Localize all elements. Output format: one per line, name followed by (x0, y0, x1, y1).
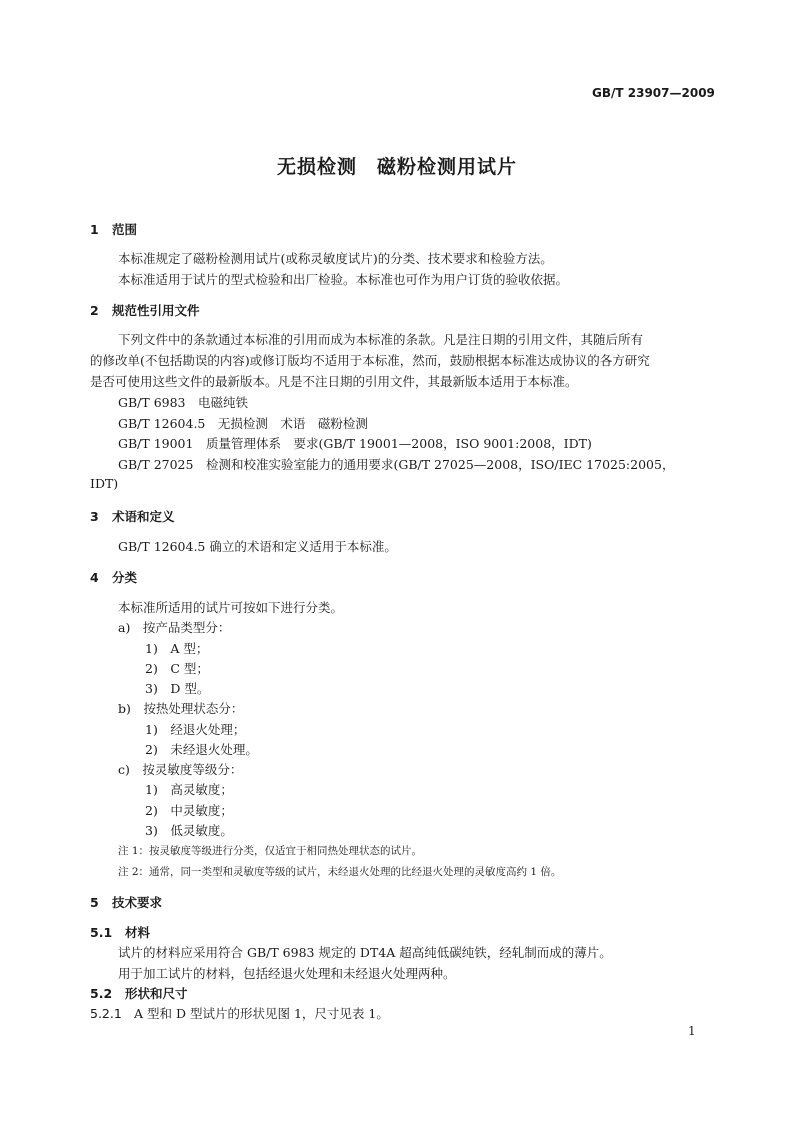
section-1-heading (90, 220, 137, 238)
paragraph: 本标准规定了磁粉检测用试片(或称灵敏度试片)的分类、技术要求和检验方法。 (118, 251, 553, 266)
list-subitem: 2) C 型； (145, 661, 209, 676)
list-subitem: 1) 经退火处理； (145, 722, 246, 737)
section-title: 分类 (112, 570, 138, 585)
section-4-heading (90, 568, 137, 586)
paragraph: 本标准适用于试片的型式检验和出厂检验。本标准也可作为用户订货的验收依据。 (118, 272, 569, 287)
subsection-5-1-heading (90, 923, 150, 941)
section-number: 1 (90, 222, 99, 237)
section-title: 术语和定义 (112, 509, 175, 524)
list-subitem: 3) D 型。 (145, 681, 210, 696)
page-number: 1 (688, 1024, 696, 1038)
section-title: 范围 (112, 222, 138, 237)
paragraph: 下列文件中的条款通过本标准的引用而成为本标准的条款。凡是注日期的引用文件，其随后所有 (118, 332, 644, 347)
subsection-number: 5.1 (90, 925, 113, 940)
reference-item-continued: IDT) (90, 476, 119, 491)
subsection-5-2-heading (90, 984, 188, 1002)
subsection-title: 形状和尺寸 (125, 986, 188, 1001)
paragraph: 用于加工试片的材料，包括经退火处理和未经退火处理两种。 (118, 966, 456, 981)
reference-item: GB/T 12604.5 无损检测 术语 磁粉检测 (118, 416, 368, 431)
document-title: 无损检测 磁粉检测用试片 (276, 156, 517, 178)
section-title: 规范性引用文件 (112, 303, 200, 318)
reference-item: GB/T 6983 电磁纯铁 (118, 395, 249, 410)
section-2-heading (90, 301, 200, 319)
note: 注 1：按灵敏度等级进行分类，仅适宜于相同热处理状态的试片。 (118, 845, 423, 857)
reference-item: GB/T 27025 检测和校准实验室能力的通用要求(GB/T 27025—2008，ISO/IEC 17025:2005， (118, 457, 675, 472)
section-3-heading (90, 507, 175, 525)
paragraph: 试片的材料应采用符合 GB/T 6983 规定的 DT4A 超高纯低碳纯铁，经轧制而成的薄片。 (118, 945, 612, 960)
section-number: 5 (90, 895, 99, 910)
list-subitem: 1) A 型； (145, 641, 209, 656)
reference-item: GB/T 19001 质量管理体系 要求(GB/T 19001—2008，ISO 9001:2008，IDT) (118, 436, 592, 451)
list-subitem: 2) 未经退火处理。 (145, 742, 258, 757)
list-item: a) 按产品类型分： (118, 620, 231, 635)
list-subitem: 3) 低灵敏度。 (145, 823, 233, 838)
standard-number: GB/T 23907—2009 (592, 86, 715, 100)
paragraph: 的修改单(不包括勘误的内容)或修订版均不适用于本标准，然而，鼓励根据本标准达成协议的各方研究 (90, 353, 650, 368)
section-number: 3 (90, 509, 99, 524)
clause-number: 5.2.1 (90, 1006, 122, 1021)
list-subitem: 2) 中灵敏度； (145, 803, 233, 818)
section-5-heading (90, 893, 162, 911)
paragraph: 本标准所适用的试片可按如下进行分类。 (118, 600, 344, 615)
section-number: 2 (90, 303, 99, 318)
section-number: 4 (90, 570, 99, 585)
subsection-title: 材料 (125, 925, 151, 940)
list-item: b) 按热处理状态分： (118, 701, 244, 716)
section-title: 技术要求 (112, 895, 163, 910)
note: 注 2：通常，同一类型和灵敏度等级的试片，未经退火处理的比经退火处理的灵敏度高约 1 倍。 (118, 866, 562, 878)
paragraph: GB/T 12604.5 确立的术语和定义适用于本标准。 (118, 539, 397, 554)
list-item: c) 按灵敏度等级分： (118, 762, 243, 777)
list-subitem: 1) 高灵敏度； (145, 782, 233, 797)
clause-text: A 型和 D 型试片的形状见图 1，尺寸见表 1。 (134, 1006, 389, 1021)
clause-5-2-1 (90, 1004, 389, 1022)
paragraph: 是否可使用这些文件的最新版本。凡是不注日期的引用文件，其最新版本适用于本标准。 (90, 374, 578, 389)
subsection-number: 5.2 (90, 986, 113, 1001)
